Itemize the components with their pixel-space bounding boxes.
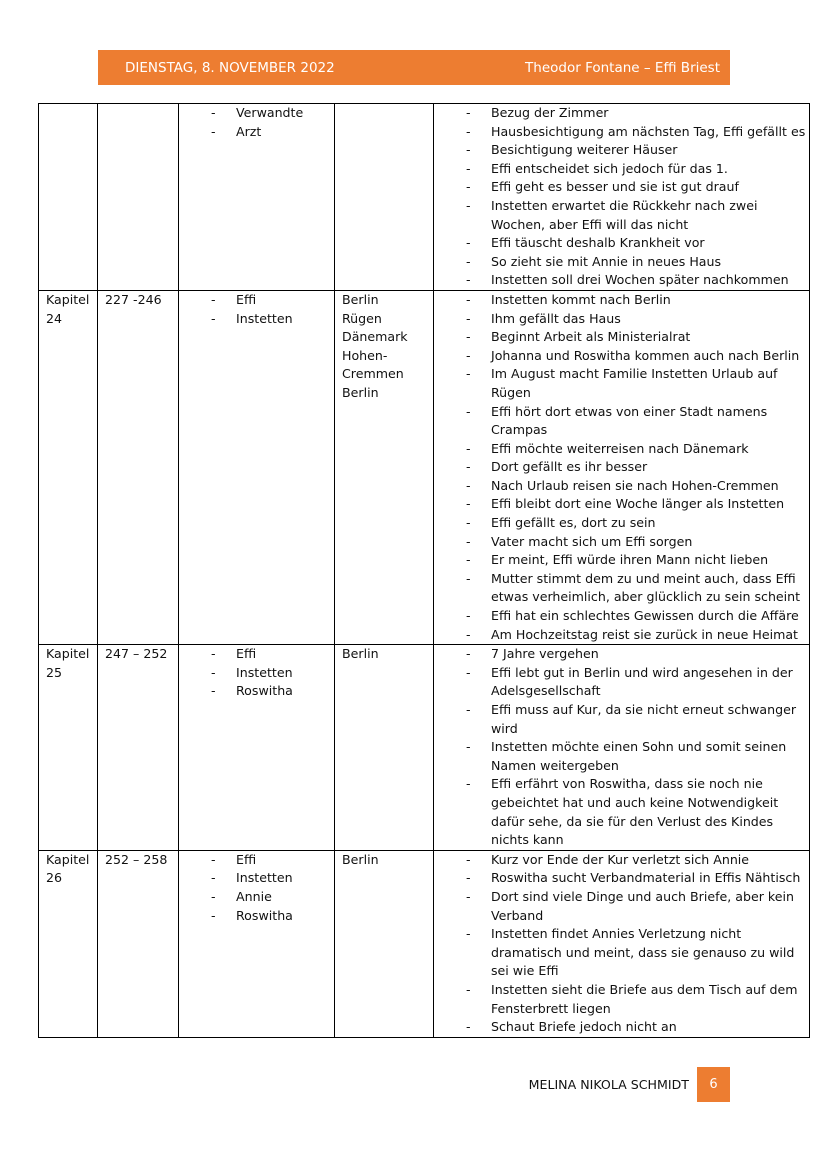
person-item: - Effi (211, 851, 334, 870)
content-item: - Nach Urlaub reisen sie nach Hohen-Cremmen (466, 477, 809, 496)
person-item: - Roswitha (211, 907, 334, 926)
content-item: - Effi lebt gut in Berlin und wird angesehen in der Adelsgesellschaft (466, 664, 809, 701)
person-item: - Effi (211, 291, 334, 310)
person-item: - Annie (211, 888, 334, 907)
footer-author: MELINA NIKOLA SCHMIDT (528, 1077, 689, 1092)
person-item: - Arzt (211, 123, 334, 142)
page-header (98, 50, 730, 85)
content-item: - Effi gefällt es, dort zu sein (466, 514, 809, 533)
persons-list (211, 645, 334, 701)
person-item: - Instetten (211, 310, 334, 329)
person-item: - Roswitha (211, 682, 334, 701)
content-item: - Besichtigung weiterer Häuser (466, 141, 809, 160)
content-list (466, 645, 809, 850)
pages-cell (98, 104, 179, 291)
content-item: - Hausbesichtigung am nächsten Tag, Effi gefällt es (466, 123, 809, 142)
content-item: - Effi geht es besser und sie ist gut drauf (466, 178, 809, 197)
content-item: - 7 Jahre vergehen (466, 645, 809, 664)
place-item: Berlin (342, 851, 379, 867)
content-item: - Instetten sieht die Briefe aus dem Tisch auf dem Fensterbrett liegen (466, 981, 809, 1018)
chapter-row (39, 850, 810, 1037)
content-item: - Effi täuscht deshalb Krankheit vor (466, 234, 809, 253)
content-item: - Mutter stimmt dem zu und meint auch, dass Effi etwas verheimlich, aber glücklich zu sein scheint (466, 570, 809, 607)
content-item: - Ihm gefällt das Haus (466, 310, 809, 329)
content-cell (434, 645, 810, 851)
persons-cell (179, 645, 335, 851)
content-item: - So zieht sie mit Annie in neues Haus (466, 253, 809, 272)
page-number: 6 (697, 1067, 730, 1102)
pages-cell: 247 – 252 (98, 645, 179, 851)
place-item: Berlin (342, 384, 379, 400)
persons-cell (179, 104, 335, 291)
content-item: - Schaut Briefe jedoch nicht an (466, 1018, 809, 1037)
chapter-cell: Kapitel 26 (39, 850, 98, 1037)
content-item: - Instetten erwartet die Rückkehr nach zwei Wochen, aber Effi will das nicht (466, 197, 809, 234)
place-item: Berlin (342, 646, 379, 662)
persons-list (211, 291, 334, 328)
pages-cell: 252 – 258 (98, 850, 179, 1037)
content-item: - Instetten findet Annies Verletzung nicht dramatisch und meint, dass sie genauso zu wild sei wie Effi (466, 925, 809, 981)
place-item: Rügen (342, 310, 382, 326)
persons-list (211, 851, 334, 925)
content-item: - Effi bleibt dort eine Woche länger als Instetten (466, 495, 809, 514)
persons-cell (179, 850, 335, 1037)
content-item: - Roswitha sucht Verbandmaterial in Effis Nähtisch (466, 869, 809, 888)
place-item: Dänemark (342, 329, 408, 345)
content-item: - Effi hat ein schlechtes Gewissen durch die Affäre (466, 607, 809, 626)
content-item: - Kurz vor Ende der Kur verletzt sich Annie (466, 851, 809, 870)
person-item: - Verwandte (211, 104, 334, 123)
content-item: - Johanna und Roswitha kommen auch nach Berlin (466, 347, 809, 366)
place-item: Hohen-Cremmen (342, 347, 404, 382)
content-item: - Beginnt Arbeit als Ministerialrat (466, 328, 809, 347)
places-cell (335, 850, 434, 1037)
content-item: - Instetten kommt nach Berlin (466, 291, 809, 310)
content-cell (434, 850, 810, 1037)
places-cell (335, 645, 434, 851)
content-list (466, 851, 809, 1037)
page-footer (529, 1067, 730, 1102)
chapter-cell: Kapitel 25 (39, 645, 98, 851)
content-item: - Dort sind viele Dinge und auch Briefe, aber kein Verband (466, 888, 809, 925)
content-item: - Effi muss auf Kur, da sie nicht erneut schwanger wird (466, 701, 809, 738)
content-item: - Effi möchte weiterreisen nach Dänemark (466, 440, 809, 459)
content-item: - Im August macht Familie Instetten Urlaub auf Rügen (466, 365, 809, 402)
header-title: Theodor Fontane – Effi Briest (525, 59, 720, 76)
chapter-row (39, 290, 810, 644)
content-item: - Instetten möchte einen Sohn und somit seinen Namen weitergeben (466, 738, 809, 775)
content-item: - Dort gefällt es ihr besser (466, 458, 809, 477)
place-item: Berlin (342, 291, 379, 307)
persons-cell (179, 290, 335, 644)
chapter-table (38, 103, 810, 1038)
content-list (466, 104, 809, 290)
content-item: - Er meint, Effi würde ihren Mann nicht lieben (466, 551, 809, 570)
content-cell (434, 290, 810, 644)
content-cell (434, 104, 810, 291)
pages-cell: 227 -246 (98, 290, 179, 644)
person-item: - Instetten (211, 664, 334, 683)
chapter-table-body (39, 104, 810, 1038)
content-list (466, 291, 809, 644)
content-item: - Am Hochzeitstag reist sie zurück in neue Heimat (466, 626, 809, 645)
chapter-row (39, 645, 810, 851)
chapter-cell (39, 104, 98, 291)
header-date: DIENSTAG, 8. NOVEMBER 2022 (125, 59, 335, 76)
content-item: - Effi entscheidet sich jedoch für das 1. (466, 160, 809, 179)
content-item: - Effi erfährt von Roswitha, dass sie noch nie gebeichtet hat und auch keine Notwendigkeit dafür sehe, da sie für den Verlust des Kindes nichts kann (466, 775, 809, 849)
person-item: - Instetten (211, 869, 334, 888)
content-item: - Instetten soll drei Wochen später nachkommen (466, 271, 809, 290)
persons-list (211, 104, 334, 141)
chapter-row (39, 104, 810, 291)
places-cell (335, 104, 434, 291)
chapter-cell: Kapitel 24 (39, 290, 98, 644)
person-item: - Effi (211, 645, 334, 664)
content-item: - Bezug der Zimmer (466, 104, 809, 123)
content-item: - Vater macht sich um Effi sorgen (466, 533, 809, 552)
places-cell (335, 290, 434, 644)
content-item: - Effi hört dort etwas von einer Stadt namens Crampas (466, 403, 809, 440)
